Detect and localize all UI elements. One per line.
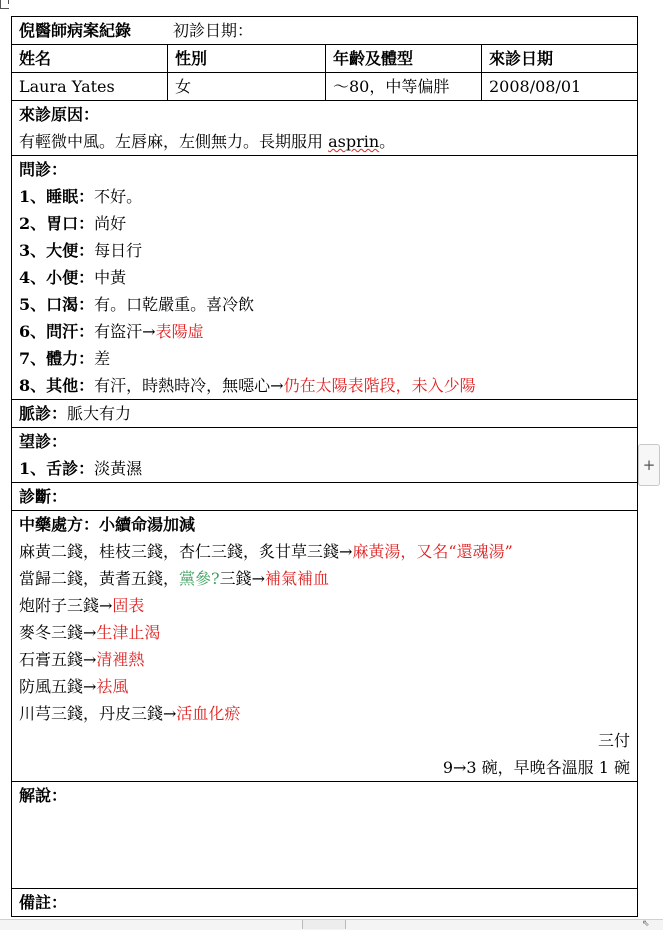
inquiry-item — [19, 345, 630, 372]
observation-cell[interactable] — [12, 428, 638, 483]
pulse-row — [12, 400, 638, 428]
case-record-table — [11, 16, 638, 917]
explanation-cell[interactable] — [12, 782, 638, 889]
patient-name-cell[interactable]: Laura Yates — [12, 73, 168, 101]
inquiry-item-text: 不好。 — [94, 187, 143, 206]
arrow-icon: → — [251, 569, 266, 588]
inquiry-label: 問診： — [19, 160, 68, 179]
herb-line — [19, 619, 630, 646]
prescription-row — [12, 511, 638, 782]
inquiry-item — [19, 183, 630, 210]
first-visit-label: 初診日期： — [173, 21, 254, 40]
inquiry-item — [19, 264, 630, 291]
title-cell[interactable] — [12, 17, 638, 45]
herb-note: 活血化瘀 — [176, 704, 241, 723]
prescription-label: 中藥處方： — [19, 515, 100, 534]
herb-line — [19, 565, 630, 592]
horizontal-scroll-thumb[interactable] — [302, 920, 346, 929]
patient-header-row — [12, 45, 638, 73]
arrow-icon: → — [339, 542, 353, 561]
inquiry-item — [19, 372, 630, 399]
patient-gender-cell[interactable]: 女 — [168, 73, 326, 101]
herb-list: 當歸二錢，黃耆五錢， — [19, 569, 180, 588]
remarks-row — [12, 889, 638, 917]
name-header: 姓名 — [12, 45, 168, 73]
remarks-cell[interactable] — [12, 889, 638, 917]
inquiry-item — [19, 291, 630, 318]
herb-line — [19, 673, 630, 700]
prescription-cell[interactable] — [12, 511, 638, 782]
herb-list: 川芎三錢，丹皮三錢 — [19, 704, 164, 723]
herb-list: 三錢 — [219, 569, 252, 588]
herb-line — [19, 592, 630, 619]
inquiry-item-label: 1、睡眠： — [19, 187, 95, 206]
herb-list: 防風五錢 — [19, 677, 84, 696]
pulse-text: 脈大有力 — [67, 404, 132, 423]
reason-body: 有輕微中風。左唇麻，左側無力。長期服用 — [19, 132, 329, 151]
herb-list: 麥冬三錢 — [19, 623, 84, 642]
title-row — [12, 17, 638, 45]
inquiry-item — [19, 210, 630, 237]
herb-note: 祛風 — [96, 677, 129, 696]
pulse-cell[interactable] — [12, 400, 638, 428]
resize-grip-icon[interactable]: ⇖ — [642, 919, 650, 929]
tongue-text: 淡黃濕 — [94, 459, 143, 478]
inquiry-item-label: 5、口渴： — [19, 295, 95, 314]
diagnosis-cell[interactable] — [12, 483, 638, 511]
patient-values-row — [12, 73, 638, 101]
observation-label: 望診： — [19, 432, 68, 451]
diagnosis-label: 診斷： — [19, 487, 68, 506]
reason-end: 。 — [379, 132, 396, 151]
herb-note: 生津止渴 — [96, 623, 161, 642]
herb-note: 清裡熱 — [96, 650, 145, 669]
herb-line — [19, 646, 630, 673]
arrow-icon: → — [99, 596, 113, 615]
add-row-plus-icon[interactable]: + — [638, 444, 660, 486]
inquiry-item — [19, 237, 630, 264]
tongue-label: 1、舌診： — [19, 459, 95, 478]
inquiry-item-label: 3、大便： — [19, 241, 95, 260]
dose-count: 三付 — [598, 731, 631, 750]
inquiry-row — [12, 156, 638, 400]
visit-date-cell[interactable]: 2008/08/01 — [482, 73, 638, 101]
diagnosis-row — [12, 483, 638, 511]
inquiry-item-text: 每日行 — [94, 241, 143, 260]
arrow-icon: → — [453, 758, 467, 777]
inquiry-item-label: 2、胃口： — [19, 214, 95, 233]
boil-instructions — [19, 754, 630, 781]
reason-text — [19, 128, 630, 155]
herb-note: 固表 — [112, 596, 145, 615]
inquiry-item-note: 仍在太陽表階段，未入少陽 — [283, 376, 476, 395]
boil-start: 9 — [442, 758, 453, 777]
herb-list: 麻黃二錢，桂枝三錢，杏仁三錢，炙甘草三錢 — [19, 542, 340, 561]
herb-list: 炮附子三錢 — [19, 596, 100, 615]
inquiry-cell[interactable] — [12, 156, 638, 400]
inquiry-item-text: 有。口乾嚴重。喜冷飲 — [94, 295, 255, 314]
reason-cell[interactable] — [12, 101, 638, 156]
inquiry-item-text: 有汗，時熱時冷，無噁心 — [94, 376, 271, 395]
inquiry-item-label: 8、其他： — [19, 376, 95, 395]
arrow-icon: → — [83, 677, 97, 696]
herb-note: 補氣補血 — [265, 569, 330, 588]
herb-highlight: 黨參? — [179, 569, 220, 588]
reason-label: 來診原因： — [19, 105, 100, 124]
observation-row — [12, 428, 638, 483]
patient-age-cell[interactable]: ～80，中等偏胖 — [326, 73, 482, 101]
inquiry-item-text: 尚好 — [94, 214, 127, 233]
prescription-heading — [19, 511, 630, 538]
explanation-label: 解說： — [19, 786, 68, 805]
inquiry-item-text: 中黃 — [94, 268, 127, 287]
visit-date-header: 來診日期 — [482, 45, 638, 73]
arrow-icon: → — [163, 704, 177, 723]
tongue-item — [19, 455, 630, 482]
inquiry-item-text: 差 — [94, 349, 111, 368]
inquiry-item-note: 表陽虛 — [155, 322, 204, 341]
arrow-icon: → — [142, 322, 156, 341]
formula-name: 小續命湯加減 — [99, 515, 196, 534]
inquiry-item — [19, 318, 630, 345]
herb-line — [19, 538, 630, 565]
pulse-label: 脈診： — [19, 404, 68, 423]
arrow-icon: → — [270, 376, 284, 395]
explanation-row — [12, 782, 638, 889]
herb-list: 石膏五錢 — [19, 650, 84, 669]
arrow-icon: → — [83, 650, 97, 669]
inquiry-item-text: 有盜汗 — [94, 322, 143, 341]
remarks-label: 備註： — [19, 893, 68, 912]
herb-note: 麻黃湯，又名“還魂湯” — [352, 542, 513, 561]
herb-line — [19, 700, 630, 727]
arrow-icon: → — [83, 623, 97, 642]
inquiry-item-label: 6、問汗： — [19, 322, 95, 341]
boil-end: 3 碗，早晚各溫服 1 碗 — [466, 758, 631, 777]
gender-header: 性別 — [168, 45, 326, 73]
inquiry-item-label: 7、體力： — [19, 349, 95, 368]
inquiry-item-label: 4、小便： — [19, 268, 95, 287]
text-boundary-corner-mark — [0, 0, 9, 9]
misspelled-drug-name: asprin — [328, 132, 380, 151]
record-title: 倪醫師病案紀錄 — [19, 21, 132, 40]
age-header: 年齡及體型 — [326, 45, 482, 73]
reason-row — [12, 101, 638, 156]
